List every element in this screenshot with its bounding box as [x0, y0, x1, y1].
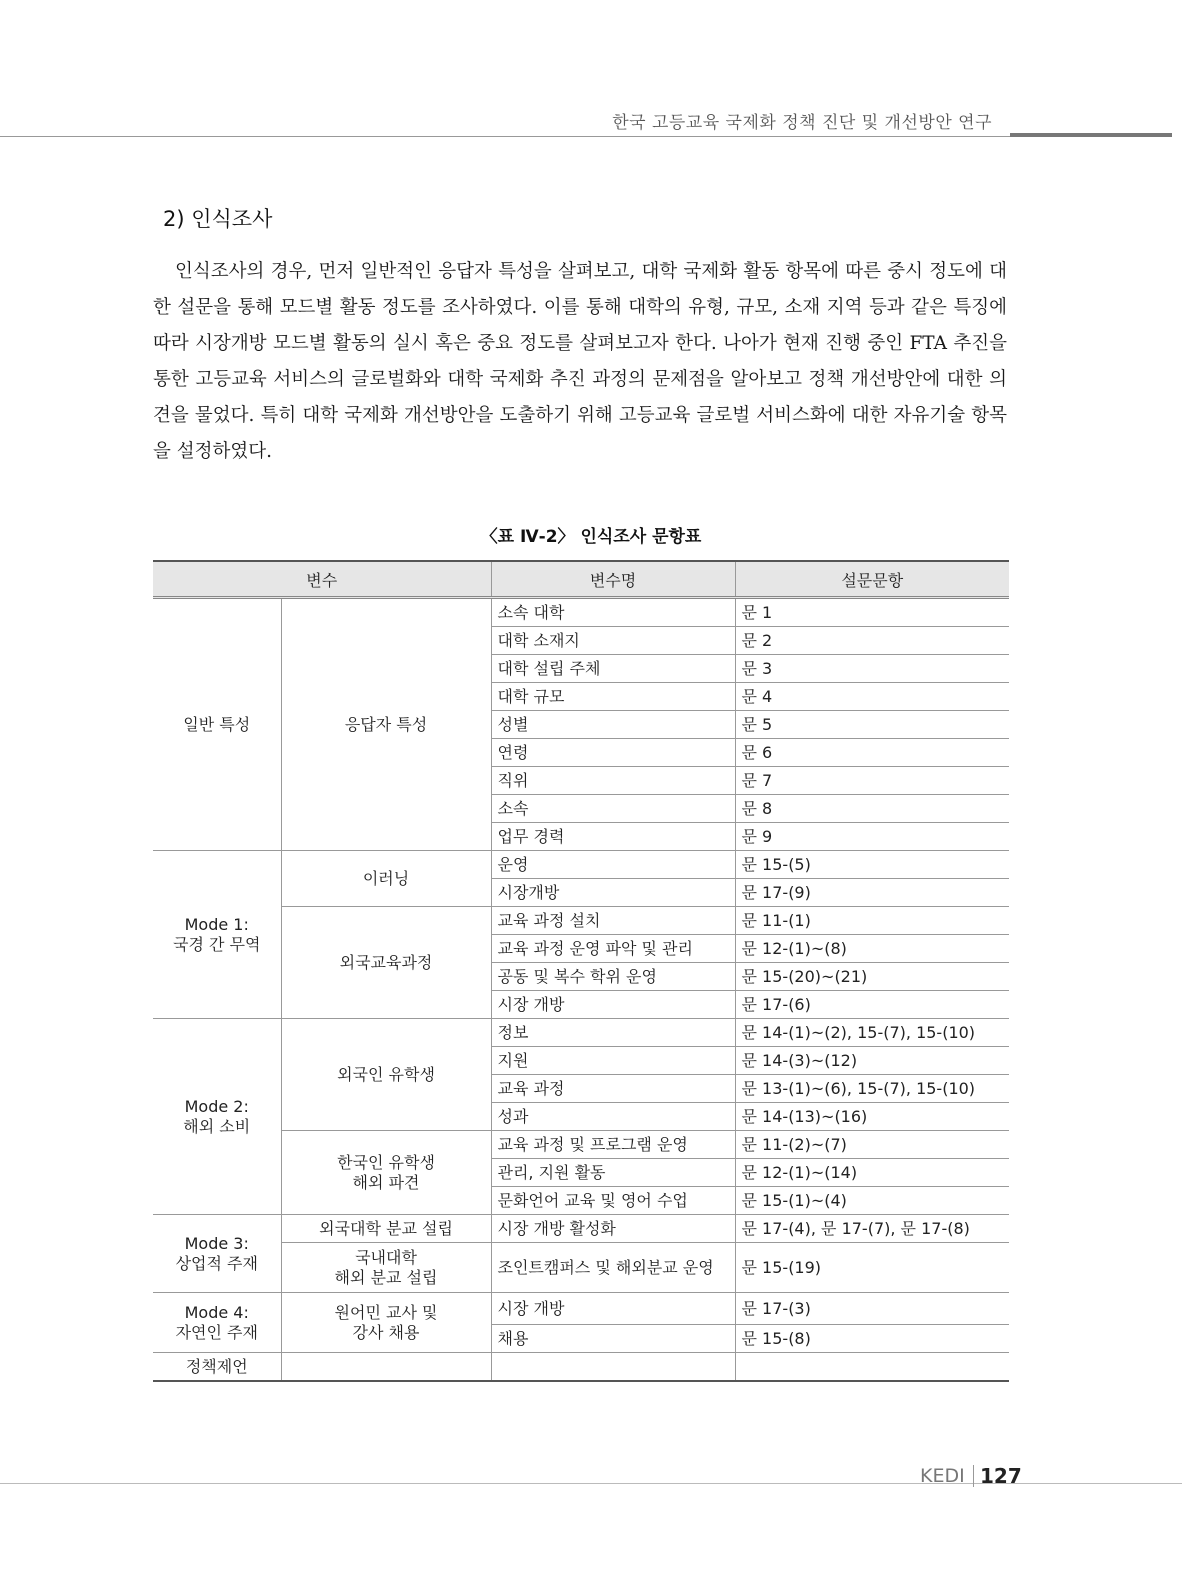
variable-name-cell: 운영 [491, 851, 735, 879]
question-cell: 문 11-(2)~(7) [735, 1131, 1009, 1159]
group-mode1: Mode 1: 국경 간 무역 [153, 851, 281, 1019]
question-cell: 문 15-(8) [735, 1325, 1009, 1353]
question-cell: 문 12-(1)~(8) [735, 935, 1009, 963]
subgroup-native-teachers: 원어민 교사 및 강사 채용 [281, 1293, 491, 1353]
table-caption: 〈표 Ⅳ-2〉 인식조사 문항표 [480, 527, 702, 547]
group-mode2: Mode 2: 해외 소비 [153, 1019, 281, 1215]
variable-name-cell: 시장개방 [491, 879, 735, 907]
question-cell: 문 15-(19) [735, 1243, 1009, 1293]
table-row [153, 1293, 1009, 1325]
question-cell: 문 5 [735, 711, 1009, 739]
subgroup-domestic-branch: 국내대학 해외 분교 설립 [281, 1243, 491, 1293]
running-header: 한국 고등교육 국제화 정책 진단 및 개선방안 연구 [612, 113, 992, 133]
question-cell: 문 8 [735, 795, 1009, 823]
variable-name-cell: 직위 [491, 767, 735, 795]
variable-name-cell: 성과 [491, 1103, 735, 1131]
group-mode3: Mode 3: 상업적 주재 [153, 1215, 281, 1293]
page-number: 127 [980, 1464, 1022, 1488]
variable-name-cell: 시장 개방 [491, 1293, 735, 1325]
question-cell: 문 15-(20)~(21) [735, 963, 1009, 991]
variable-name-cell: 시장 개방 활성화 [491, 1215, 735, 1243]
header-variable: 변수 [153, 561, 491, 598]
variable-name-cell: 교육 과정 및 프로그램 운영 [491, 1131, 735, 1159]
question-cell: 문 14-(3)~(12) [735, 1047, 1009, 1075]
table-row [153, 1131, 1009, 1159]
question-cell: 문 4 [735, 683, 1009, 711]
subgroup-foreign-students: 외국인 유학생 [281, 1019, 491, 1131]
question-cell: 문 15-(5) [735, 851, 1009, 879]
question-cell: 문 3 [735, 655, 1009, 683]
subgroup-foreign-branch: 외국대학 분교 설립 [281, 1215, 491, 1243]
subgroup-elearning: 이러닝 [281, 851, 491, 907]
variable-name-cell: 시장 개방 [491, 991, 735, 1019]
question-cell: 문 14-(1)~(2), 15-(7), 15-(10) [735, 1019, 1009, 1047]
header-rule [0, 136, 1010, 137]
variable-name-cell: 업무 경력 [491, 823, 735, 851]
question-cell: 문 11-(1) [735, 907, 1009, 935]
question-cell: 문 7 [735, 767, 1009, 795]
question-cell: 문 17-(6) [735, 991, 1009, 1019]
group-policy: 정책제언 [153, 1353, 281, 1382]
table-row [153, 851, 1009, 879]
variable-name-cell: 연령 [491, 739, 735, 767]
variable-name-cell: 조인트캠퍼스 및 해외분교 운영 [491, 1243, 735, 1293]
variable-name-cell: 공동 및 복수 학위 운영 [491, 963, 735, 991]
variable-name-cell: 교육 과정 설치 [491, 907, 735, 935]
table-row [153, 1019, 1009, 1047]
question-cell: 문 6 [735, 739, 1009, 767]
table-row [153, 1243, 1009, 1293]
variable-name-cell: 대학 규모 [491, 683, 735, 711]
section-title: 2) 인식조사 [163, 207, 273, 231]
variable-name-cell: 채용 [491, 1325, 735, 1353]
variable-name-cell: 대학 설립 주체 [491, 655, 735, 683]
table-row [153, 907, 1009, 935]
table-row [153, 1215, 1009, 1243]
variable-name-cell: 지원 [491, 1047, 735, 1075]
question-cell: 문 17-(3) [735, 1293, 1009, 1325]
empty-cell [281, 1353, 491, 1382]
empty-cell [491, 1353, 735, 1382]
question-cell: 문 17-(9) [735, 879, 1009, 907]
header-variable-name: 변수명 [491, 561, 735, 598]
variable-name-cell: 문화언어 교육 및 영어 수업 [491, 1187, 735, 1215]
empty-cell [735, 1353, 1009, 1382]
group-general: 일반 특성 [153, 598, 281, 851]
subgroup-foreign-curriculum: 외국교육과정 [281, 907, 491, 1019]
variable-name-cell: 관리, 지원 활동 [491, 1159, 735, 1187]
header-question: 설문문항 [735, 561, 1009, 598]
header-rule-accent [1010, 133, 1172, 137]
question-cell: 문 9 [735, 823, 1009, 851]
variable-name-cell: 교육 과정 운영 파악 및 관리 [491, 935, 735, 963]
question-cell: 문 12-(1)~(14) [735, 1159, 1009, 1187]
variable-name-cell: 교육 과정 [491, 1075, 735, 1103]
question-cell: 문 15-(1)~(4) [735, 1187, 1009, 1215]
variable-name-cell: 정보 [491, 1019, 735, 1047]
question-cell: 문 1 [735, 598, 1009, 627]
variable-name-cell: 소속 대학 [491, 598, 735, 627]
variable-name-cell: 성별 [491, 711, 735, 739]
table-header-row [153, 561, 1009, 598]
table-row [153, 1353, 1009, 1382]
variable-name-cell: 소속 [491, 795, 735, 823]
subgroup-korean-students: 한국인 유학생 해외 파견 [281, 1131, 491, 1215]
table-row [153, 598, 1009, 627]
question-cell: 문 14-(13)~(16) [735, 1103, 1009, 1131]
survey-items-table [153, 560, 1009, 1382]
group-mode4: Mode 4: 자연인 주재 [153, 1293, 281, 1353]
question-cell: 문 2 [735, 627, 1009, 655]
body-paragraph: 인식조사의 경우, 먼저 일반적인 응답자 특성을 살펴보고, 대학 국제화 활동 항목에 따른 중시 정도에 대한 설문을 통해 모드별 활동 정도를 조사하였다. 이를 통해 대학의 유형, 규모, 소재 지역 등과 같은 특징에 따라 시장개방 모드별 활동의 실시 혹은 중요 정도를 살펴보고자 한다. 나아가 현재 진행 중인 FTA 추진을 통한 고등교육 서비스의 글로벌화와 대학 국제화 추진 과정의 문제점을 알아보고 정책 개선방안에 대한 의견을 물었다. 특히 대학 국제화 개선방안을 도출하기 위해 고등교육 글로벌 서비스화에 대한 자유기술 항목을 설정하였다. [153, 261, 1007, 462]
question-cell: 문 13-(1)~(6), 15-(7), 15-(10) [735, 1075, 1009, 1103]
question-cell: 문 17-(4), 문 17-(7), 문 17-(8) [735, 1215, 1009, 1243]
footer-org: KEDI [920, 1465, 974, 1487]
subgroup-respondent: 응답자 특성 [281, 598, 491, 851]
variable-name-cell: 대학 소재지 [491, 627, 735, 655]
